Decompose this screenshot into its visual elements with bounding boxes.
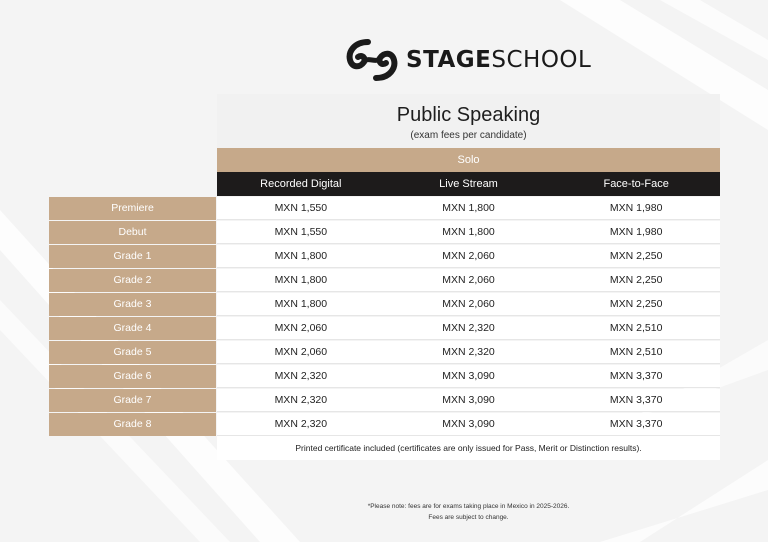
fee-cell: MXN 2,320 <box>442 322 495 334</box>
fee-cell: MXN 1,800 <box>274 298 328 310</box>
footnote <box>217 501 720 523</box>
grade-label: Grade 7 <box>49 389 216 412</box>
table-row <box>49 293 720 316</box>
grade-label: Grade 6 <box>49 365 216 388</box>
fee-cell: MXN 3,090 <box>442 370 495 382</box>
fee-cell: MXN 2,320 <box>274 370 328 382</box>
fee-cell: MXN 3,370 <box>609 394 663 406</box>
fee-cell: MXN 1,800 <box>274 274 328 286</box>
fee-cell: MXN 1,550 <box>274 226 328 238</box>
certificate-note: Printed certificate included (certificates are only issued for Pass, Merit or Distinction results). <box>217 436 720 460</box>
table-header <box>217 94 720 148</box>
grade-label: Premiere <box>49 197 216 220</box>
fee-cell: MXN 3,370 <box>609 370 663 382</box>
brand-name-bold: STAGE <box>406 47 492 73</box>
grade-label: Grade 3 <box>49 293 216 316</box>
table-row <box>49 245 720 268</box>
fee-cell: MXN 1,550 <box>274 202 328 214</box>
grade-label: Grade 1 <box>49 245 216 268</box>
grade-label: Grade 5 <box>49 341 216 364</box>
fee-cell: MXN 1,800 <box>442 202 495 214</box>
table-row <box>49 365 720 388</box>
fee-cell: MXN 2,510 <box>609 346 663 358</box>
fee-table <box>49 197 720 437</box>
page-title: Public Speaking <box>396 104 541 126</box>
fee-cell: MXN 2,250 <box>609 250 663 262</box>
grade-label: Debut <box>49 221 216 244</box>
column-header: Recorded Digital <box>260 178 342 190</box>
column-headers <box>217 172 720 196</box>
fee-cell: MXN 2,250 <box>609 298 663 310</box>
fee-cell: MXN 2,060 <box>274 346 328 358</box>
fee-cell: MXN 3,370 <box>609 418 663 430</box>
fee-cell: MXN 1,800 <box>442 226 495 238</box>
fee-cell: MXN 2,320 <box>274 418 328 430</box>
fee-cell: MXN 2,060 <box>442 274 495 286</box>
fee-cell: MXN 2,060 <box>442 298 495 310</box>
table-row <box>49 197 720 220</box>
fee-cell: MXN 1,980 <box>609 226 663 238</box>
fee-cell: MXN 1,980 <box>609 202 663 214</box>
table-row <box>49 341 720 364</box>
column-header: Face-to-Face <box>603 178 669 190</box>
fee-cell: MXN 3,090 <box>442 394 495 406</box>
table-row <box>49 317 720 340</box>
table-row <box>49 389 720 412</box>
fee-cell: MXN 2,060 <box>274 322 328 334</box>
category-bar: Solo <box>217 148 720 172</box>
table-row <box>49 221 720 244</box>
brand-name <box>406 47 591 73</box>
fee-cell: MXN 2,320 <box>442 346 495 358</box>
page-subtitle: (exam fees per candidate) <box>410 130 527 141</box>
fee-cell: MXN 1,800 <box>274 250 328 262</box>
fee-cell: MXN 2,250 <box>609 274 663 286</box>
table-row <box>49 269 720 292</box>
grade-label: Grade 4 <box>49 317 216 340</box>
stage-school-logo <box>346 38 591 82</box>
grade-label: Grade 2 <box>49 269 216 292</box>
fee-cell: MXN 2,060 <box>442 250 495 262</box>
grade-label: Grade 8 <box>49 413 216 436</box>
column-header: Live Stream <box>439 178 498 190</box>
fee-cell: MXN 2,320 <box>274 394 328 406</box>
table-row <box>49 413 720 436</box>
brand-name-light: SCHOOL <box>491 47 592 73</box>
footnote-line: *Please note: fees are for exams taking place in Mexico in 2025-2026. <box>367 503 570 510</box>
fee-cell: MXN 2,510 <box>609 322 663 334</box>
fee-cell: MXN 3,090 <box>442 418 495 430</box>
footnote-line: Fees are subject to change. <box>428 514 509 521</box>
stage-school-logo-icon <box>346 38 398 82</box>
